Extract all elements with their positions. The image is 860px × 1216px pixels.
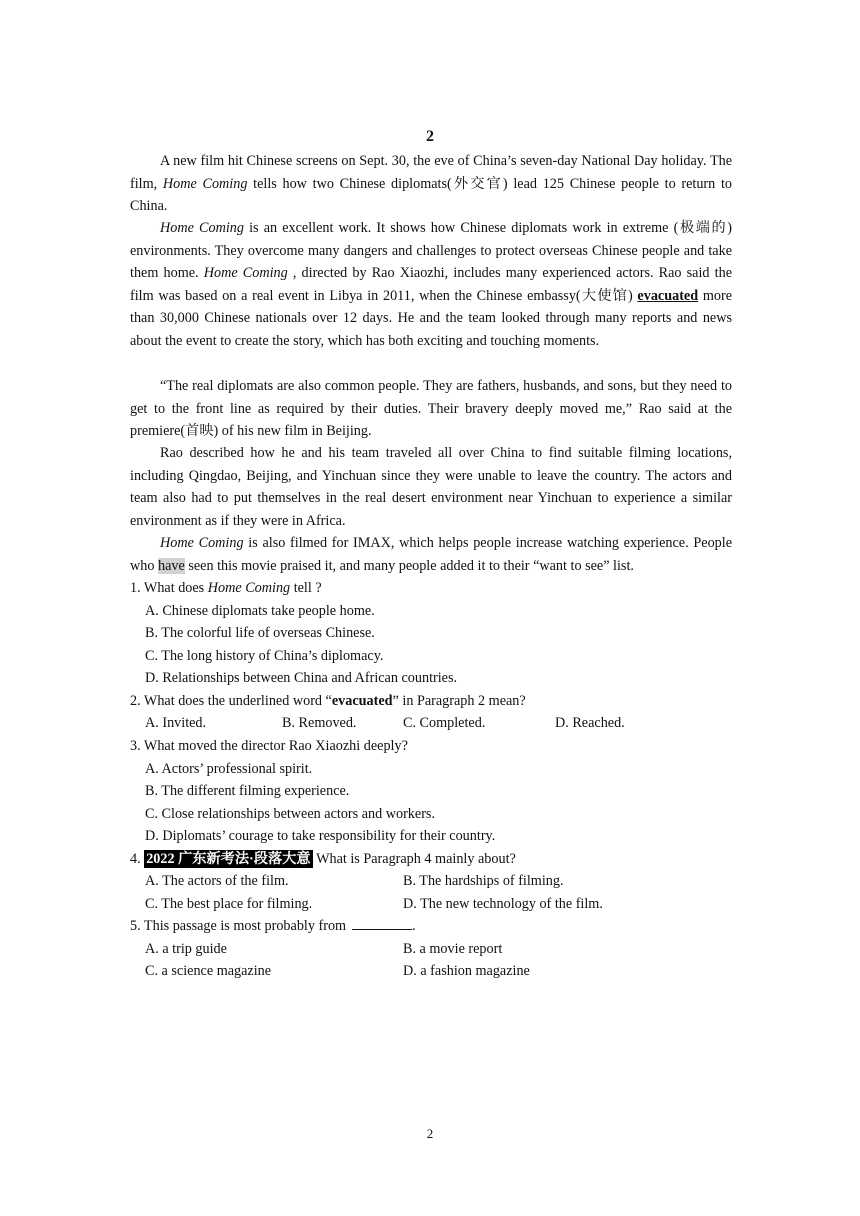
text: 2. What does the underlined word “: [130, 693, 332, 709]
paragraph-2: [130, 217, 732, 352]
q4-option-b: B. The hardships of filming.: [403, 873, 564, 889]
q2-option-a: A. Invited.: [145, 715, 207, 731]
paragraph-3: “The real diplomats are also common people. They are fathers, husbands, and sons, but they need to get to the front line as required by their duties. Their bravery deeply moved me,” Rao said at the premiere(首映) of his new film in Beijing.: [130, 378, 732, 439]
text: 5. This passage is most probably from: [130, 918, 347, 934]
question-1: [130, 577, 322, 599]
text: A new film hit Chinese screens on Sept. 30, the eve of China’s seven-day National Day holiday. The film,: [130, 153, 732, 192]
exam-tag-badge: 2022 广东新考法·段落大意: [146, 851, 311, 867]
text: is an excellent work. It shows how Chinese diplomats work in extreme (极端的) environments. They overcome many dangers and challenges to protect overseas Chinese people and take them home.: [130, 220, 732, 281]
text: seen this movie praised it, and many people added it to their “want to see” list.: [184, 557, 634, 574]
text: more than 30,000 Chinese nationals over 12 days. He and the team looked through many reports and news about the event to create the story, which has both exciting and touching moments.: [130, 287, 732, 349]
q4-option-d: D. The new technology of the film.: [403, 896, 603, 912]
q2-option-d: D. Reached.: [555, 715, 625, 731]
underlined-word: evacuated: [637, 287, 699, 304]
film-title: Home Coming: [203, 265, 288, 281]
text: 1. What does: [130, 580, 208, 596]
film-title: Home Coming: [160, 220, 244, 236]
q5-option-b: B. a movie report: [403, 941, 503, 957]
text: , directed by Rao Xiaozhi, includes many experienced actors. Rao said the film was based on a real event in Libya in 2011, when the Chinese embassy(大使馆): [130, 265, 732, 304]
q2-option-c: C. Completed.: [403, 715, 486, 731]
q5-option-d: D. a fashion magazine: [403, 963, 530, 979]
paragraph-4: Rao described how he and his team traveled all over China to find suitable filming locations, including Qingdao, Beijing, and Yinchuan since they were unable to leave the country. The actors and team also had to put themselves in the real desert environment near Yinchuan to experience a similar environment as if they were in Africa.: [130, 445, 732, 529]
film-title: Home Coming: [207, 580, 291, 596]
text: tells how two Chinese diplomats(外交官) lead 125 Chinese people to return to China.: [130, 175, 732, 214]
q4-option-a: A. The actors of the film.: [145, 873, 289, 889]
text: tell ?: [290, 580, 322, 596]
page-title: 2: [426, 128, 434, 145]
text: is also filmed for IMAX, which helps people increase watching experience. People who: [130, 535, 732, 574]
q3-option-a: A. Actors’ professional spirit.: [145, 761, 313, 777]
q1-option-b: B. The colorful life of overseas Chinese.: [145, 625, 375, 641]
q2-option-b: B. Removed.: [282, 715, 357, 731]
q1-option-a: A. Chinese diplomats take people home.: [145, 603, 375, 619]
q3-option-c: C. Close relationships between actors and workers.: [145, 806, 435, 822]
bold-word: evacuated: [331, 693, 393, 709]
q5-option-c: C. a science magazine: [145, 963, 272, 979]
answer-blank: [352, 917, 412, 930]
highlighted-word: have: [157, 557, 185, 574]
question-3: 3. What moved the director Rao Xiaozhi deeply?: [130, 738, 408, 754]
text: ” in Paragraph 2 mean?: [392, 693, 526, 709]
film-title: Home Coming: [160, 535, 244, 551]
film-title: Home Coming: [162, 175, 248, 192]
question-number: 4.: [130, 851, 145, 867]
question-5: [130, 915, 416, 937]
page-number: 2: [426, 1126, 434, 1141]
question-2: [130, 690, 526, 712]
q3-option-b: B. The different filming experience.: [145, 783, 350, 799]
paragraph-5: [130, 532, 732, 577]
q1-option-d: D. Relationships between China and African countries.: [145, 670, 458, 686]
q1-option-c: C. The long history of China’s diplomacy.: [145, 648, 384, 664]
q3-option-d: D. Diplomats’ courage to take responsibility for their country.: [145, 828, 496, 844]
q4-option-c: C. The best place for filming.: [145, 896, 313, 912]
question-4: [130, 848, 516, 870]
text: What is Paragraph 4 mainly about?: [312, 851, 516, 867]
paragraph-1: [130, 150, 732, 218]
text: .: [412, 918, 416, 934]
q5-option-a: A. a trip guide: [145, 941, 227, 957]
